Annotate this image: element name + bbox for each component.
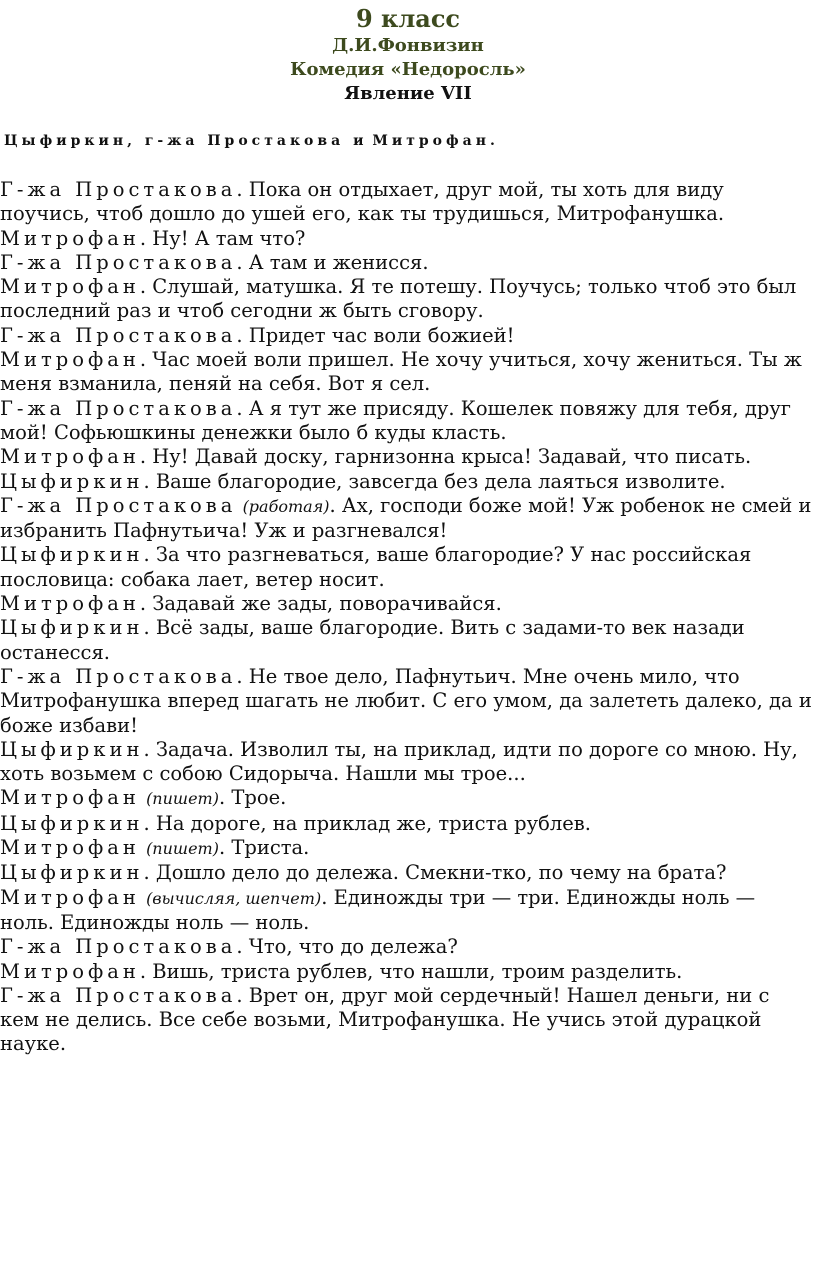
cast-part-1: Цыфиркин, г-жа Простакова [4, 133, 345, 149]
dialogue-line [0, 494, 812, 544]
document-header [0, 4, 816, 106]
dialogue-body [0, 178, 812, 1057]
dialogue-line [0, 738, 812, 787]
dialogue-line [0, 275, 812, 324]
speech-text: . Час моей воли пришел. Не хочу учиться, хочу жениться. Ты ж меня взманила, пеняй на себя. Вот я сел. [0, 348, 802, 396]
speaker-name: Цыфиркин [0, 811, 144, 835]
speaker-name: Митрофан [0, 445, 140, 469]
dialogue-line [0, 324, 812, 348]
speech-text: . Слушай, матушка. Я те потешу. Поучусь; только чтоб это был последний раз и чтоб сегодни ж быть сговору. [0, 275, 797, 323]
speech-text: . Ах, господи боже мой! Уж робенок не смей и избранить Пафнутьича! Уж и разгневался! [0, 493, 812, 543]
speech-text: . Триста. [218, 836, 310, 860]
dialogue-line [0, 445, 812, 469]
speech-text: . Дошло дело до дележа. Смекни-тко, по чему на брата? [143, 861, 727, 885]
cast-part-2: Митрофан. [372, 133, 499, 149]
speech-text: . А я тут же присяду. Кошелек повяжу для тебя, друг мой! Софьюшкины денежки было б куды класть. [0, 396, 792, 444]
speaker-name: Митрофан [0, 226, 140, 250]
cast-and: и [353, 133, 364, 149]
speech-text: . За что разгневаться, ваше благородие? У нас российская пословица: собака лает, ветер носит. [0, 543, 752, 591]
dialogue-line [0, 470, 812, 494]
speech-text: . Трое. [218, 786, 287, 810]
speech-text: . Что, что до дележа? [236, 935, 458, 959]
dialogue-line [0, 886, 812, 936]
speech-text: . Не твое дело, Пафнутьич. Мне очень мило, что Митрофанушка вперед шагать не любит. С его умом, да залететь далеко, да и боже избави! [0, 664, 812, 737]
speaker-name: Г-жа Простакова [0, 323, 237, 347]
dialogue-line [0, 178, 812, 227]
speaker-name: Митрофан [0, 836, 140, 860]
dialogue-line [0, 836, 812, 861]
dialogue-line [0, 397, 812, 446]
speaker-name: Г-жа Простакова [0, 664, 237, 688]
speech-text: . Задавай же зады, поворачивайся. [139, 592, 502, 616]
cast-list [4, 133, 499, 149]
dialogue-line [0, 227, 812, 251]
speaker-name: Г-жа Простакова [0, 250, 237, 274]
speech-text: . Единожды три — три. Единожды ноль — ноль. Единожды ноль — ноль. [0, 885, 756, 934]
stage-direction: (вычисляя, шепчет) [146, 888, 322, 908]
speech-text: . Вишь, триста рублев, что нашли, троим разделить. [139, 959, 683, 983]
speaker-name: Митрофан [0, 786, 140, 810]
speaker-name: Г-жа Простакова [0, 983, 237, 1007]
speech-text: . Ваше благородие, завсегда без дела лаяться изволите. [143, 469, 726, 493]
speaker-name: Митрофан [0, 275, 140, 299]
stage-direction: (работая) [242, 496, 330, 516]
speech-text: . Задача. Изволил ты, на приклад, идти по дороге со мною. Ну, хоть возьмем с собою Сидорыча. Нашли мы трое... [0, 737, 798, 786]
grade-heading: 9 класс [355, 4, 461, 33]
dialogue-line [0, 543, 812, 592]
dialogue-line [0, 786, 812, 811]
dialogue-line [0, 592, 812, 616]
dialogue-line [0, 665, 812, 738]
scene-heading: Явление VII [344, 83, 472, 104]
speaker-name: Цыфиркин [0, 861, 144, 885]
speech-text: . Придет час воли божией! [236, 323, 515, 347]
speech-text: . Ну! А там что? [139, 226, 306, 250]
author-heading: Д.И.Фонвизин [332, 35, 484, 56]
dialogue-line [0, 812, 812, 836]
speech-text: . На дороге, на приклад же, триста рублев. [143, 811, 591, 835]
speaker-name: Цыфиркин [0, 616, 144, 640]
dialogue-line [0, 984, 812, 1057]
speaker-name: Цыфиркин [0, 543, 144, 567]
dialogue-line [0, 616, 812, 665]
speaker-name: Митрофан [0, 959, 140, 983]
speaker-name: Г-жа Простакова [0, 178, 237, 201]
speaker-name: Цыфиркин [0, 469, 144, 493]
dialogue-line [0, 935, 812, 959]
dialogue-line [0, 348, 812, 397]
dialogue-line [0, 960, 812, 984]
speech-text: . Всё зады, ваше благородие. Вить с задами-то век назади останесся. [0, 616, 745, 664]
dialogue-line [0, 251, 812, 275]
work-title-heading: Комедия «Недоросль» [290, 59, 526, 80]
speaker-name: Г-жа Простакова [0, 396, 237, 420]
speaker-name: Г-жа Простакова [0, 935, 237, 959]
stage-direction: (пишет) [146, 839, 219, 859]
speech-text: . Пока он отдыхает, друг мой, ты хоть для виду поучись, чтоб дошло до ушей его, как ты трудишься, Митрофанушка. [0, 178, 725, 226]
speaker-name: Митрофан [0, 885, 140, 909]
speech-text: . А там и женисся. [236, 250, 429, 274]
speaker-name: Митрофан [0, 592, 140, 616]
dialogue-line [0, 861, 812, 885]
speaker-name: Г-жа Простакова [0, 493, 237, 517]
speech-text: . Врет он, друг мой сердечный! Нашел деньги, ни с кем не делись. Все себе возьми, Митрофанушка. Не учись этой дурацкой науке. [0, 983, 770, 1056]
speaker-name: Митрофан [0, 348, 140, 372]
speech-text: . Ну! Давай доску, гарнизонна крыса! Задавай, что писать. [139, 445, 752, 469]
stage-direction: (пишет) [146, 789, 219, 809]
speaker-name: Цыфиркин [0, 737, 144, 761]
